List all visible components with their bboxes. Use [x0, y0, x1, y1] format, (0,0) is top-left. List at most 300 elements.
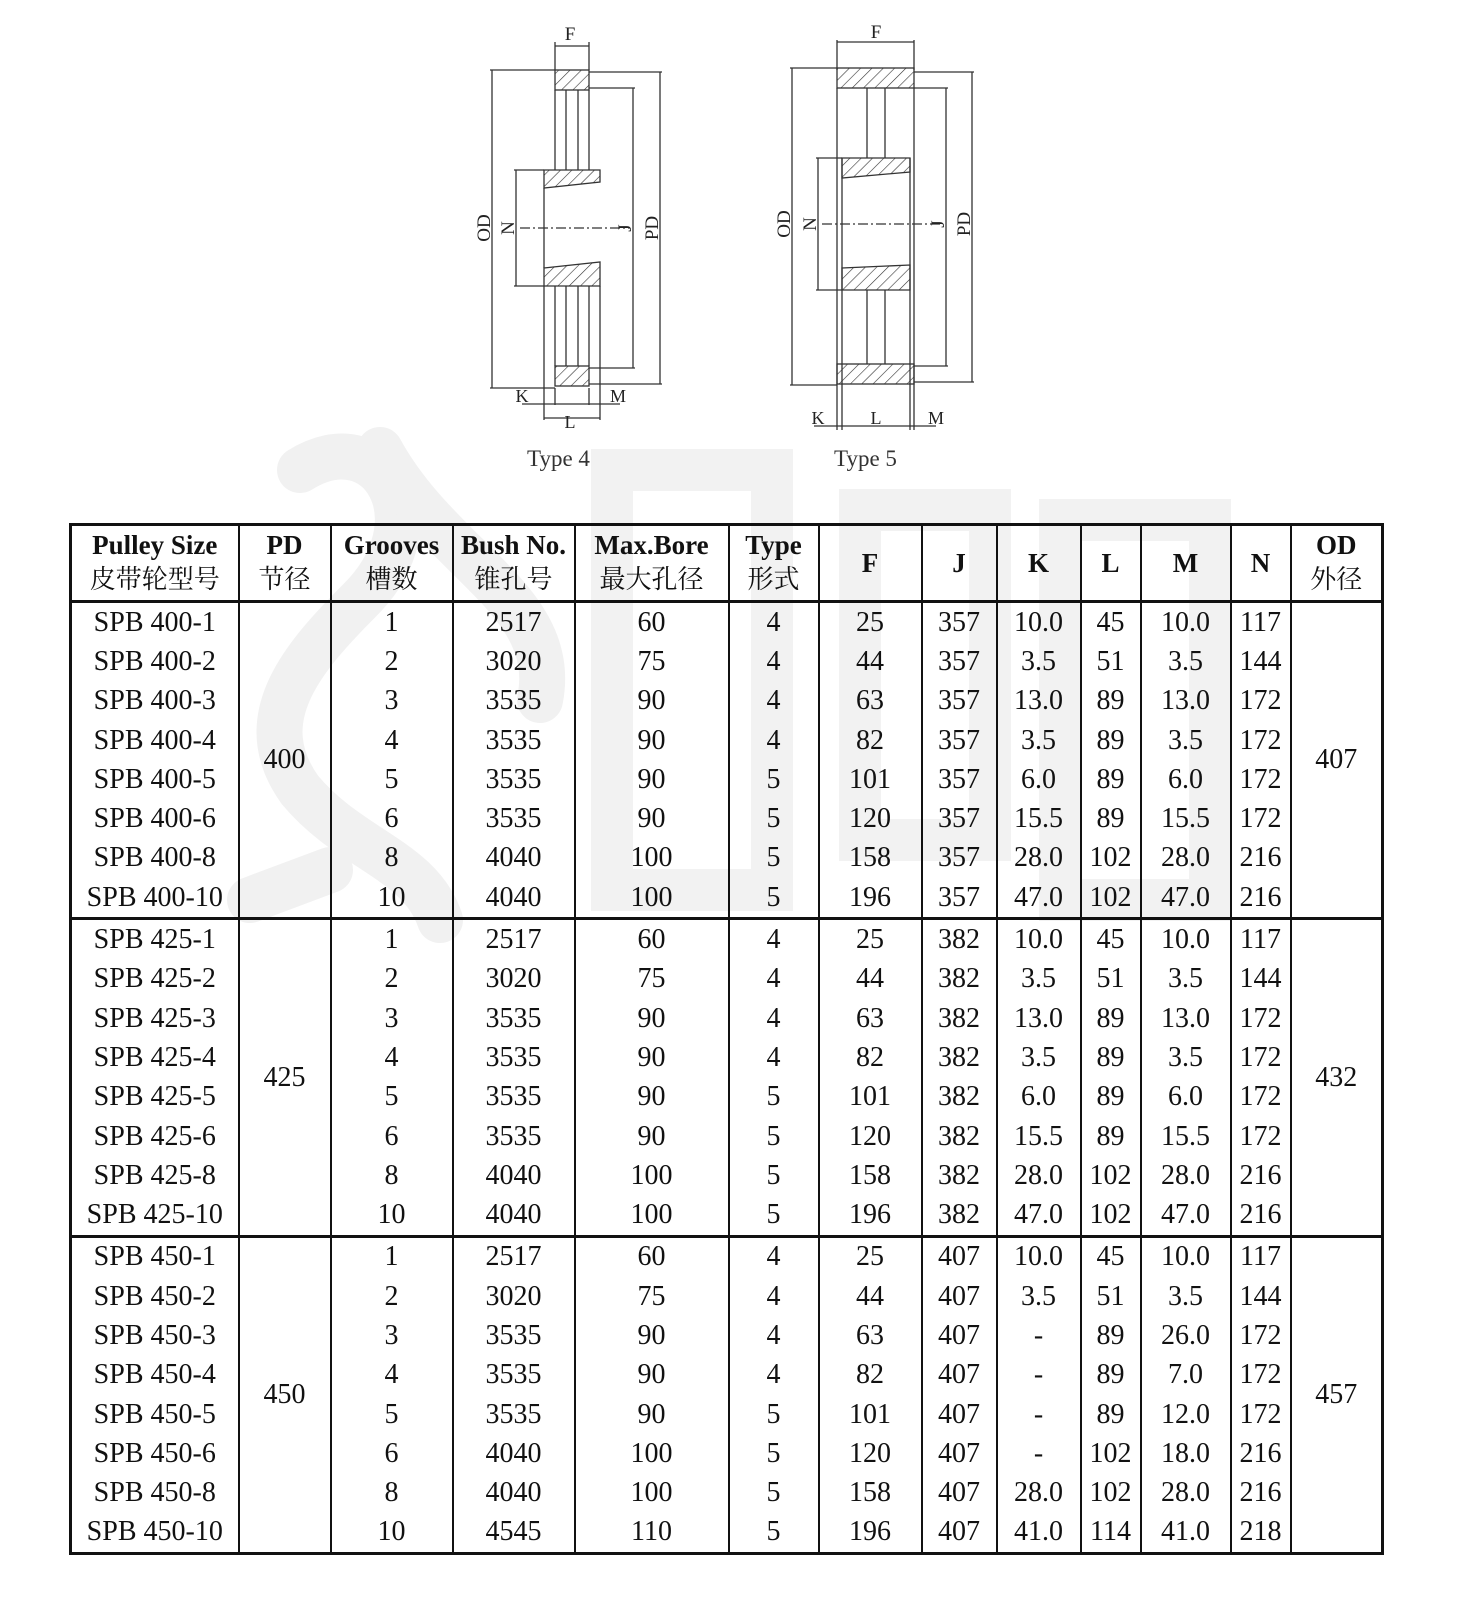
header-label: N	[1250, 547, 1271, 578]
cell-n: 216	[1231, 839, 1291, 878]
cell-pulley-size: SPB 425-3	[71, 999, 239, 1038]
cell-bush: 3535	[453, 1117, 575, 1156]
cell-pulley-size: SPB 425-5	[71, 1078, 239, 1117]
cell-l: 51	[1081, 642, 1141, 681]
cell-n: 117	[1231, 919, 1291, 960]
cell-k: -	[997, 1356, 1081, 1395]
cell-grooves: 8	[331, 839, 453, 878]
cell-k: 15.5	[997, 1117, 1081, 1156]
header-f	[819, 525, 922, 602]
cell-pulley-size: SPB 425-6	[71, 1117, 239, 1156]
cell-n: 216	[1231, 1195, 1291, 1236]
cell-bush: 3020	[453, 642, 575, 681]
cell-bush: 2517	[453, 1236, 575, 1277]
label-L: L	[564, 412, 576, 432]
cell-j: 382	[922, 999, 997, 1038]
cell-l: 45	[1081, 602, 1141, 643]
cell-f: 158	[819, 1156, 922, 1195]
cell-k: 10.0	[997, 919, 1081, 960]
cell-k: 10.0	[997, 1236, 1081, 1277]
header-label: J	[952, 547, 966, 578]
cell-bore: 100	[575, 1474, 729, 1513]
cell-f: 101	[819, 1395, 922, 1434]
cell-grooves: 2	[331, 642, 453, 681]
cell-bush: 4040	[453, 1156, 575, 1195]
cell-type: 5	[729, 1474, 819, 1513]
cell-l: 89	[1081, 799, 1141, 838]
cell-type: 4	[729, 721, 819, 760]
header-label: Type	[745, 530, 802, 560]
cell-pulley-size: SPB 425-4	[71, 1038, 239, 1077]
cell-m: 26.0	[1141, 1316, 1231, 1355]
cell-j: 382	[922, 919, 997, 960]
cell-f: 44	[819, 1277, 922, 1316]
cell-f: 196	[819, 1195, 922, 1236]
cell-type: 5	[729, 1117, 819, 1156]
cell-bush: 4040	[453, 1474, 575, 1513]
header-label-zh: 外径	[1310, 565, 1363, 595]
cell-n: 172	[1231, 1078, 1291, 1117]
cell-k: 10.0	[997, 602, 1081, 643]
cell-od: 407	[1291, 602, 1383, 919]
cell-j: 382	[922, 1156, 997, 1195]
cell-type: 5	[729, 1395, 819, 1434]
cell-f: 120	[819, 799, 922, 838]
cell-l: 89	[1081, 760, 1141, 799]
cell-l: 89	[1081, 1356, 1141, 1395]
cell-pulley-size: SPB 400-2	[71, 642, 239, 681]
cell-grooves: 1	[331, 1236, 453, 1277]
cell-grooves: 10	[331, 1513, 453, 1554]
cell-grooves: 10	[331, 1195, 453, 1236]
cell-j: 407	[922, 1474, 997, 1513]
cell-m: 13.0	[1141, 682, 1231, 721]
label-F: F	[564, 24, 576, 45]
cell-k: 3.5	[997, 721, 1081, 760]
cell-bush: 3535	[453, 1078, 575, 1117]
cell-m: 10.0	[1141, 1236, 1231, 1277]
cell-grooves: 5	[331, 1395, 453, 1434]
cell-bore: 90	[575, 760, 729, 799]
cell-n: 172	[1231, 1316, 1291, 1355]
cell-bore: 75	[575, 642, 729, 681]
header-label: Grooves	[343, 530, 440, 560]
cell-pulley-size: SPB 400-6	[71, 799, 239, 838]
label-PD: PD	[642, 215, 663, 241]
label-J: J	[615, 224, 636, 232]
cell-grooves: 1	[331, 919, 453, 960]
cell-j: 357	[922, 682, 997, 721]
cell-type: 4	[729, 999, 819, 1038]
cell-bush: 4040	[453, 839, 575, 878]
cell-m: 10.0	[1141, 602, 1231, 643]
header-k	[997, 525, 1081, 602]
header-bush-no	[453, 525, 575, 602]
cell-l: 102	[1081, 878, 1141, 919]
cell-m: 28.0	[1141, 1156, 1231, 1195]
cell-j: 382	[922, 1117, 997, 1156]
cell-type: 4	[729, 602, 819, 643]
header-label: K	[1027, 547, 1049, 578]
cell-j: 357	[922, 642, 997, 681]
cell-grooves: 6	[331, 1117, 453, 1156]
cell-j: 407	[922, 1236, 997, 1277]
cell-l: 89	[1081, 1038, 1141, 1077]
label-PD: PD	[954, 211, 975, 237]
cell-l: 89	[1081, 1078, 1141, 1117]
cell-pulley-size: SPB 450-4	[71, 1356, 239, 1395]
cell-k: 3.5	[997, 960, 1081, 999]
cell-bush: 3020	[453, 1277, 575, 1316]
cell-grooves: 1	[331, 602, 453, 643]
cell-f: 44	[819, 642, 922, 681]
header-label-zh: 最大孔径	[599, 565, 704, 595]
cell-n: 172	[1231, 799, 1291, 838]
cell-pulley-size: SPB 400-10	[71, 878, 239, 919]
cell-m: 18.0	[1141, 1434, 1231, 1473]
cell-grooves: 5	[331, 760, 453, 799]
cell-k: 47.0	[997, 878, 1081, 919]
cell-type: 5	[729, 878, 819, 919]
cell-j: 357	[922, 878, 997, 919]
cell-k: 41.0	[997, 1513, 1081, 1554]
cell-bush: 3535	[453, 682, 575, 721]
cell-bush: 3535	[453, 1316, 575, 1355]
cell-k: 28.0	[997, 839, 1081, 878]
cell-od: 457	[1291, 1236, 1383, 1553]
cell-f: 196	[819, 878, 922, 919]
cell-type: 4	[729, 1277, 819, 1316]
cell-bore: 90	[575, 721, 729, 760]
cell-f: 25	[819, 919, 922, 960]
cell-od: 432	[1291, 919, 1383, 1236]
cell-m: 15.5	[1141, 1117, 1231, 1156]
cell-n: 172	[1231, 999, 1291, 1038]
header-label: OD	[1316, 530, 1357, 560]
cell-pulley-size: SPB 400-1	[71, 602, 239, 643]
header-label-zh: 皮带轮型号	[89, 565, 220, 595]
cell-bore: 100	[575, 1156, 729, 1195]
cell-j: 407	[922, 1434, 997, 1473]
cell-type: 5	[729, 1078, 819, 1117]
cell-f: 158	[819, 839, 922, 878]
cell-type: 4	[729, 682, 819, 721]
cell-l: 45	[1081, 1236, 1141, 1277]
label-L: L	[870, 408, 882, 428]
header-n	[1231, 525, 1291, 602]
cell-n: 216	[1231, 1156, 1291, 1195]
cell-m: 6.0	[1141, 760, 1231, 799]
cell-l: 89	[1081, 999, 1141, 1038]
cell-type: 4	[729, 1236, 819, 1277]
label-M: M	[927, 408, 945, 428]
cell-m: 15.5	[1141, 799, 1231, 838]
header-label: F	[861, 547, 879, 578]
header-m	[1141, 525, 1231, 602]
cell-bore: 100	[575, 839, 729, 878]
cell-l: 51	[1081, 960, 1141, 999]
label-J: J	[928, 220, 949, 228]
label-N: N	[498, 221, 519, 235]
header-label-zh: 锥孔号	[474, 565, 553, 595]
cell-bush: 4545	[453, 1513, 575, 1554]
cell-pulley-size: SPB 450-8	[71, 1474, 239, 1513]
cell-l: 51	[1081, 1277, 1141, 1316]
cell-f: 82	[819, 721, 922, 760]
header-od	[1291, 525, 1383, 602]
cell-k: 6.0	[997, 1078, 1081, 1117]
header-label-zh: 节径	[258, 565, 311, 595]
cell-pulley-size: SPB 425-8	[71, 1156, 239, 1195]
header-label: Bush No.	[460, 530, 567, 560]
cell-j: 382	[922, 1038, 997, 1077]
cell-l: 102	[1081, 1474, 1141, 1513]
header-label: PD	[266, 530, 303, 560]
cell-bush: 3020	[453, 960, 575, 999]
cell-k: 13.0	[997, 682, 1081, 721]
cell-l: 114	[1081, 1513, 1141, 1554]
cell-m: 3.5	[1141, 721, 1231, 760]
cell-n: 172	[1231, 1117, 1291, 1156]
cell-f: 63	[819, 999, 922, 1038]
cell-bore: 90	[575, 999, 729, 1038]
cell-type: 5	[729, 839, 819, 878]
type5-drawing	[770, 0, 990, 485]
cell-pulley-size: SPB 425-1	[71, 919, 239, 960]
cell-bore: 60	[575, 602, 729, 643]
header-label: M	[1172, 547, 1199, 578]
type4-pulley-diagram	[470, 0, 690, 480]
cell-bush: 3535	[453, 1356, 575, 1395]
table-row	[71, 602, 1383, 643]
cell-n: 172	[1231, 1356, 1291, 1395]
table-row	[71, 1236, 1383, 1277]
cell-l: 89	[1081, 682, 1141, 721]
cell-bush: 3535	[453, 999, 575, 1038]
cell-type: 5	[729, 760, 819, 799]
cell-l: 102	[1081, 1195, 1141, 1236]
cell-pulley-size: SPB 400-4	[71, 721, 239, 760]
cell-type: 5	[729, 1156, 819, 1195]
cell-bush: 4040	[453, 878, 575, 919]
cell-bore: 75	[575, 1277, 729, 1316]
cell-n: 117	[1231, 602, 1291, 643]
label-K: K	[515, 386, 529, 406]
cell-f: 101	[819, 760, 922, 799]
header-max-bore	[575, 525, 729, 602]
cell-bore: 100	[575, 878, 729, 919]
cell-n: 144	[1231, 642, 1291, 681]
cell-bush: 3535	[453, 799, 575, 838]
header-grooves	[331, 525, 453, 602]
cell-type: 4	[729, 919, 819, 960]
type5-pulley-diagram	[770, 0, 990, 480]
cell-k: 3.5	[997, 1038, 1081, 1077]
cell-pd: 400	[239, 602, 331, 919]
cell-j: 357	[922, 839, 997, 878]
cell-type: 5	[729, 1434, 819, 1473]
cell-k: -	[997, 1395, 1081, 1434]
cell-n: 172	[1231, 721, 1291, 760]
cell-type: 5	[729, 1513, 819, 1554]
cell-l: 89	[1081, 721, 1141, 760]
header-row	[71, 525, 1383, 602]
cell-bush: 3535	[453, 760, 575, 799]
cell-grooves: 5	[331, 1078, 453, 1117]
cell-m: 3.5	[1141, 960, 1231, 999]
cell-f: 196	[819, 1513, 922, 1554]
cell-pulley-size: SPB 450-10	[71, 1513, 239, 1554]
label-K: K	[811, 408, 825, 428]
cell-k: -	[997, 1316, 1081, 1355]
cell-type: 4	[729, 642, 819, 681]
cell-pulley-size: SPB 450-2	[71, 1277, 239, 1316]
cell-grooves: 2	[331, 1277, 453, 1316]
cell-n: 144	[1231, 1277, 1291, 1316]
label-OD: OD	[474, 214, 495, 242]
cell-bore: 60	[575, 919, 729, 960]
cell-pulley-size: SPB 450-5	[71, 1395, 239, 1434]
cell-bush: 3535	[453, 1395, 575, 1434]
cell-m: 28.0	[1141, 1474, 1231, 1513]
cell-m: 47.0	[1141, 1195, 1231, 1236]
cell-type: 4	[729, 1038, 819, 1077]
cell-j: 357	[922, 602, 997, 643]
cell-n: 144	[1231, 960, 1291, 999]
header-label-zh: 形式	[747, 565, 800, 595]
cell-grooves: 6	[331, 1434, 453, 1473]
cell-f: 82	[819, 1356, 922, 1395]
table-body	[71, 602, 1383, 1554]
cell-f: 63	[819, 682, 922, 721]
header-label-zh: 槽数	[365, 565, 418, 595]
cell-pulley-size: SPB 400-3	[71, 682, 239, 721]
cell-grooves: 6	[331, 799, 453, 838]
cell-m: 7.0	[1141, 1356, 1231, 1395]
cell-l: 102	[1081, 1434, 1141, 1473]
header-pulley-size	[71, 525, 239, 602]
cell-m: 41.0	[1141, 1513, 1231, 1554]
cell-j: 382	[922, 960, 997, 999]
cell-j: 407	[922, 1316, 997, 1355]
cell-m: 6.0	[1141, 1078, 1231, 1117]
cell-f: 120	[819, 1434, 922, 1473]
cell-k: -	[997, 1434, 1081, 1473]
cell-l: 102	[1081, 1156, 1141, 1195]
cell-j: 382	[922, 1195, 997, 1236]
cell-n: 172	[1231, 682, 1291, 721]
header-label: L	[1101, 547, 1120, 578]
header-pd	[239, 525, 331, 602]
cell-pulley-size: SPB 400-5	[71, 760, 239, 799]
type5-caption: Type 5	[834, 446, 897, 471]
cell-j: 357	[922, 760, 997, 799]
cell-l: 89	[1081, 1395, 1141, 1434]
cell-f: 158	[819, 1474, 922, 1513]
header-label: Pulley Size	[92, 530, 218, 560]
cell-type: 4	[729, 1356, 819, 1395]
type4-drawing	[470, 0, 690, 485]
cell-bush: 2517	[453, 919, 575, 960]
cell-j: 407	[922, 1395, 997, 1434]
cell-grooves: 2	[331, 960, 453, 999]
cell-bore: 90	[575, 1038, 729, 1077]
cell-f: 101	[819, 1078, 922, 1117]
cell-n: 216	[1231, 1434, 1291, 1473]
cell-type: 5	[729, 1195, 819, 1236]
cell-k: 28.0	[997, 1156, 1081, 1195]
cell-l: 45	[1081, 919, 1141, 960]
cell-bore: 90	[575, 1117, 729, 1156]
cell-m: 28.0	[1141, 839, 1231, 878]
cell-bore: 90	[575, 1078, 729, 1117]
cell-m: 12.0	[1141, 1395, 1231, 1434]
cell-k: 47.0	[997, 1195, 1081, 1236]
cell-j: 357	[922, 721, 997, 760]
type4-caption: Type 4	[527, 446, 590, 471]
cell-j: 382	[922, 1078, 997, 1117]
cell-pd: 425	[239, 919, 331, 1236]
cell-grooves: 8	[331, 1156, 453, 1195]
cell-k: 3.5	[997, 642, 1081, 681]
cell-grooves: 4	[331, 1356, 453, 1395]
cell-type: 5	[729, 799, 819, 838]
cell-n: 216	[1231, 1474, 1291, 1513]
cell-l: 89	[1081, 1117, 1141, 1156]
cell-j: 407	[922, 1513, 997, 1554]
cell-k: 6.0	[997, 760, 1081, 799]
cell-k: 15.5	[997, 799, 1081, 838]
header-label: Max.Bore	[594, 530, 709, 560]
header-l	[1081, 525, 1141, 602]
pulley-spec-table	[69, 523, 1384, 1555]
cell-pulley-size: SPB 450-3	[71, 1316, 239, 1355]
cell-m: 3.5	[1141, 642, 1231, 681]
cell-grooves: 3	[331, 682, 453, 721]
cell-type: 4	[729, 1316, 819, 1355]
label-M: M	[609, 386, 627, 406]
cell-type: 4	[729, 960, 819, 999]
cell-bush: 4040	[453, 1434, 575, 1473]
cell-k: 13.0	[997, 999, 1081, 1038]
cell-bush: 4040	[453, 1195, 575, 1236]
cell-bore: 90	[575, 1356, 729, 1395]
cell-n: 117	[1231, 1236, 1291, 1277]
cell-f: 44	[819, 960, 922, 999]
cell-bush: 3535	[453, 721, 575, 760]
cell-f: 63	[819, 1316, 922, 1355]
cell-grooves: 4	[331, 1038, 453, 1077]
cell-bore: 90	[575, 1395, 729, 1434]
cell-pulley-size: SPB 450-1	[71, 1236, 239, 1277]
label-F: F	[870, 22, 882, 43]
cell-grooves: 4	[331, 721, 453, 760]
header-j	[922, 525, 997, 602]
cell-n: 172	[1231, 760, 1291, 799]
cell-bore: 60	[575, 1236, 729, 1277]
cell-pulley-size: SPB 450-6	[71, 1434, 239, 1473]
cell-l: 89	[1081, 1316, 1141, 1355]
cell-k: 28.0	[997, 1474, 1081, 1513]
cell-f: 82	[819, 1038, 922, 1077]
cell-m: 13.0	[1141, 999, 1231, 1038]
cell-pulley-size: SPB 400-8	[71, 839, 239, 878]
cell-f: 120	[819, 1117, 922, 1156]
cell-m: 3.5	[1141, 1277, 1231, 1316]
cell-bore: 110	[575, 1513, 729, 1554]
cell-bush: 2517	[453, 602, 575, 643]
cell-bore: 90	[575, 799, 729, 838]
